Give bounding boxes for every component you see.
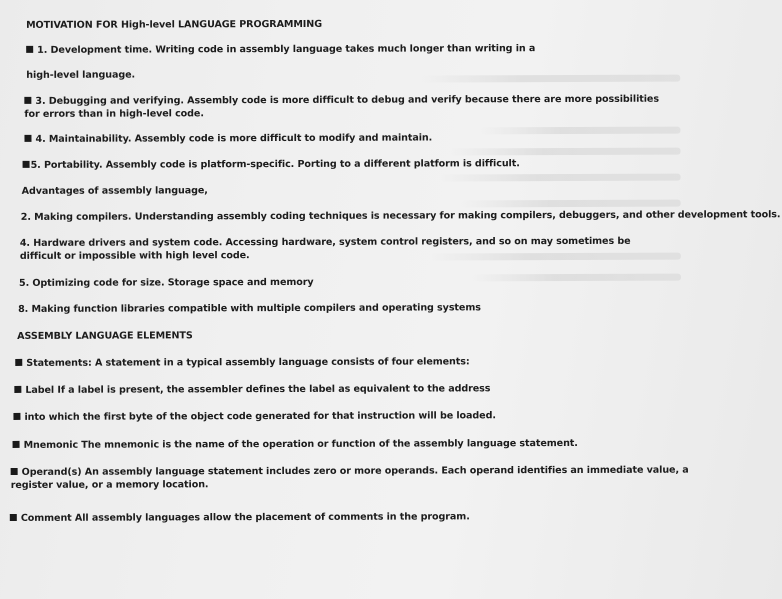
motivation-item-3-text: 3. Debugging and verifying. Assembly code is more difficult to debug and verify because there are more possibilities for errors than in high-level code.	[24, 93, 659, 120]
square-bullet-icon	[26, 46, 33, 53]
motivation-item-5	[23, 157, 520, 172]
motivation-item-3	[24, 93, 669, 121]
advantages-item-5: 5. Optimizing code for size. Storage space and memory	[18, 276, 314, 289]
square-bullet-icon	[14, 386, 21, 393]
motivation-item-4	[24, 131, 432, 145]
square-bullet-icon	[11, 468, 18, 475]
element-operands-text: Operand(s) An assembly language statement includes zero or more operands. Each operand identifies an immediate value, a register value, or a memory location.	[10, 464, 689, 491]
bleed-through-line	[461, 200, 681, 208]
bleed-through-line	[420, 75, 680, 83]
square-bullet-icon	[24, 135, 31, 142]
element-label	[14, 382, 490, 397]
motivation-item-1-continued: high-level language.	[26, 69, 136, 81]
advantages-item-8: 8. Making function libraries compatible with multiple compilers and operating systems	[18, 302, 481, 315]
element-comment	[10, 510, 470, 525]
motivation-item-4-text: 4. Maintainability. Assembly code is more difficult to modify and maintain.	[35, 132, 433, 145]
motivation-item-1	[26, 42, 535, 57]
element-comment-text: Comment All assembly languages allow the placement of comments in the program.	[20, 511, 470, 524]
square-bullet-icon	[13, 413, 20, 420]
advantages-item-4: 4. Hardware drivers and system code. Accessing hardware, system control registers, and so on may sometimes be difficult or impossible with high level code.	[19, 235, 631, 262]
square-bullet-icon	[13, 441, 20, 448]
advantages-heading: Advantages of assembly language,	[21, 185, 208, 197]
document-title: MOTIVATION FOR High-level LANGUAGE PROGRAMMING	[26, 18, 322, 31]
motivation-item-1-text: 1. Development time. Writing code in assembly language takes much longer than writing in a	[37, 43, 536, 56]
element-mnemonic	[13, 437, 578, 452]
bleed-through-line	[480, 127, 680, 135]
elements-heading: ASSEMBLY LANGUAGE ELEMENTS	[17, 330, 193, 342]
square-bullet-icon	[15, 359, 22, 366]
element-label-continued-text: into which the first byte of the object code generated for that instruction will be loaded.	[24, 410, 496, 423]
element-operands	[11, 464, 691, 492]
square-bullet-icon	[10, 514, 17, 521]
motivation-item-5-text: 5. Portability. Assembly code is platform-specific. Porting to a different platform is difficult.	[30, 158, 520, 171]
element-mnemonic-text: Mnemonic The mnemonic is the name of the operation or function of the assembly language statement.	[23, 437, 578, 451]
element-statements	[15, 355, 469, 370]
advantages-item-2: 2. Making compilers. Understanding assembly coding techniques is necessary for making compilers, debuggers, and other development tools.	[20, 209, 781, 223]
element-statements-text: Statements: A statement in a typical assembly language consists of four elements:	[26, 356, 470, 369]
square-bullet-icon	[24, 97, 31, 104]
bleed-through-line	[441, 174, 681, 182]
square-bullet-icon	[23, 161, 30, 168]
element-label-continued	[13, 409, 495, 424]
element-label-text: Label If a label is present, the assembler defines the label as equivalent to the address	[25, 383, 491, 396]
bleed-through-line	[471, 274, 681, 282]
bleed-through-line	[451, 148, 681, 156]
